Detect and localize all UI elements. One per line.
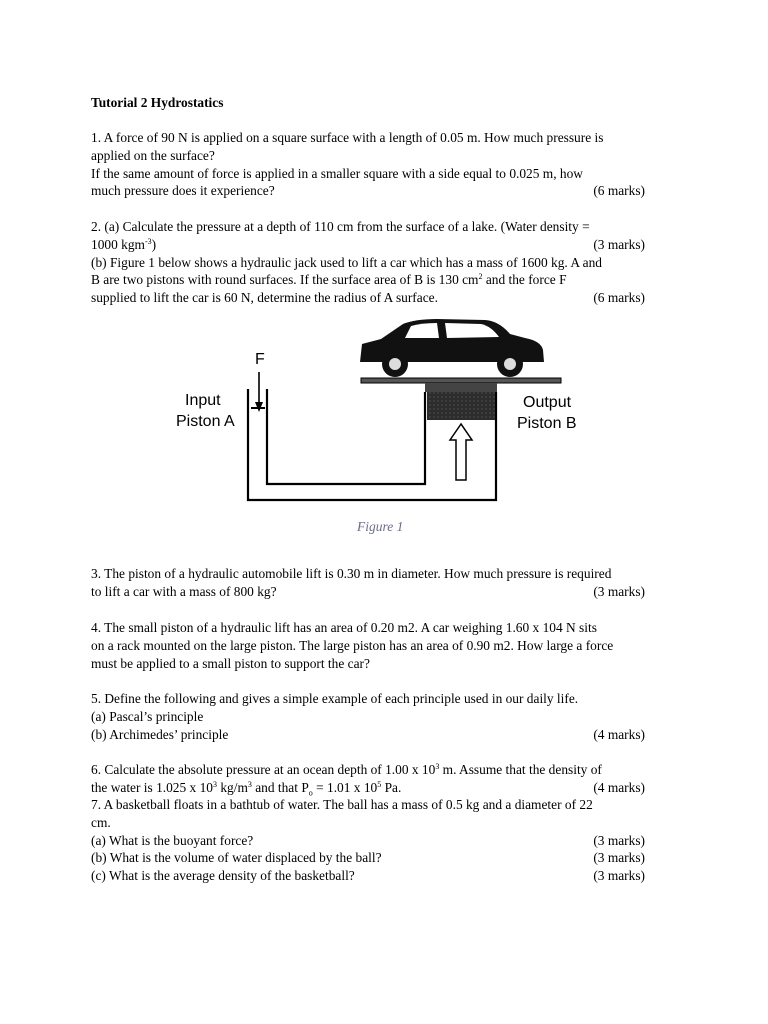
question-2a-marks: (3 marks) bbox=[593, 236, 645, 252]
question-7-line-2: cm. bbox=[91, 814, 111, 830]
question-2b-marks: (6 marks) bbox=[593, 290, 645, 306]
question-5-marks: (4 marks) bbox=[593, 726, 645, 742]
question-3-line-2: to lift a car with a mass of 800 kg? (3 marks) bbox=[91, 583, 645, 599]
question-3-marks: (3 marks) bbox=[593, 583, 645, 599]
question-1 bbox=[91, 129, 647, 200]
force-label: F bbox=[255, 351, 265, 368]
question-5 bbox=[91, 690, 647, 743]
question-5-line-3: (b) Archimedes’ principle (4 marks) bbox=[91, 726, 645, 742]
question-3 bbox=[91, 565, 647, 601]
question-7c: (c) What is the average density of the basketball? (3 marks) bbox=[91, 868, 645, 884]
lift-platform bbox=[361, 378, 561, 383]
question-2-line-1: 2. (a) Calculate the pressure at a depth of 110 cm from the surface of a lake. (Water density = bbox=[91, 219, 590, 234]
question-6-line-1: 6. Calculate the absolute pressure at an ocean depth of 1.00 x $10^3$ m. Assume that the density of bbox=[91, 762, 602, 777]
question-1-line-2: applied on the surface? bbox=[91, 147, 215, 163]
question-4 bbox=[91, 619, 647, 672]
question-1-line-1: 1. A force of 90 N is applied on a square surface with a length of 0.05 m. How much pressure is bbox=[91, 130, 604, 145]
question-7b-marks: (3 marks) bbox=[593, 850, 645, 866]
question-7a-marks: (3 marks) bbox=[593, 832, 645, 848]
question-7c-marks: (3 marks) bbox=[593, 868, 645, 884]
question-5-line-2: (a) Pascal’s principle bbox=[91, 708, 204, 724]
figure-caption: Figure 1 bbox=[357, 519, 404, 534]
question-2-line-4: B are two pistons with round surfaces. If the surface area of B is 130 $cm^2$ and the force F bbox=[91, 272, 567, 288]
output-label-line-2: Piston B bbox=[517, 415, 577, 432]
question-7-line-1: 7. A basketball floats in a bathtub of water. The ball has a mass of 0.5 kg and a diameter of 22 bbox=[91, 797, 593, 812]
question-1-line-3: If the same amount of force is applied in a smaller square with a side equal to 0.025 m, how bbox=[91, 165, 583, 181]
input-label-line-2: Piston A bbox=[176, 413, 235, 430]
car-icon bbox=[360, 319, 544, 377]
question-3-line-1: 3. The piston of a hydraulic automobile lift is 0.30 m in diameter. How much pressure is required bbox=[91, 566, 612, 581]
question-7b: (b) What is the volume of water displaced by the ball? (3 marks) bbox=[91, 850, 645, 866]
question-6 bbox=[91, 761, 647, 797]
question-6-line-2: the water is 1.025 x $10^3$ $kg/m^3$ and that $P_o = 1.01$ x $10^5$ Pa. (4 marks) bbox=[91, 779, 645, 798]
question-5-line-1: 5. Define the following and gives a simple example of each principle used in our daily life. bbox=[91, 691, 579, 706]
question-7a: (a) What is the buoyant force? (3 marks) bbox=[91, 832, 645, 848]
question-2-line-2: 1000 kgm$^{-3}$) (3 marks) bbox=[91, 236, 645, 252]
question-1-marks: (6 marks) bbox=[593, 183, 645, 199]
force-arrow-icon bbox=[255, 372, 263, 412]
hydraulic-jack-figure bbox=[165, 312, 605, 512]
question-7 bbox=[91, 796, 647, 885]
lift-column bbox=[425, 383, 497, 392]
question-2 bbox=[91, 218, 647, 307]
question-2-line-5: supplied to lift the car is 60 N, determine the radius of A surface. (6 marks) bbox=[91, 290, 645, 306]
question-1-line-4: much pressure does it experience? (6 marks) bbox=[91, 183, 645, 199]
question-6-marks: (4 marks) bbox=[593, 779, 645, 795]
question-4-line-2: on a rack mounted on the large piston. The large piston has an area of 0.90 m2. How large a force bbox=[91, 637, 614, 653]
document-title: Tutorial 2 Hydrostatics bbox=[91, 95, 224, 110]
input-label-line-1: Input bbox=[185, 392, 221, 409]
question-2-line-3: (b) Figure 1 below shows a hydraulic jack used to lift a car which has a mass of 1600 kg. A and bbox=[91, 254, 602, 270]
output-label-line-1: Output bbox=[523, 394, 572, 411]
question-4-line-1: 4. The small piston of a hydraulic lift has an area of 0.20 m2. A car weighing 1.60 x 104 N sits bbox=[91, 620, 597, 635]
question-4-line-3: must be applied to a small piston to support the car? bbox=[91, 655, 370, 671]
up-arrow-icon bbox=[450, 424, 472, 480]
